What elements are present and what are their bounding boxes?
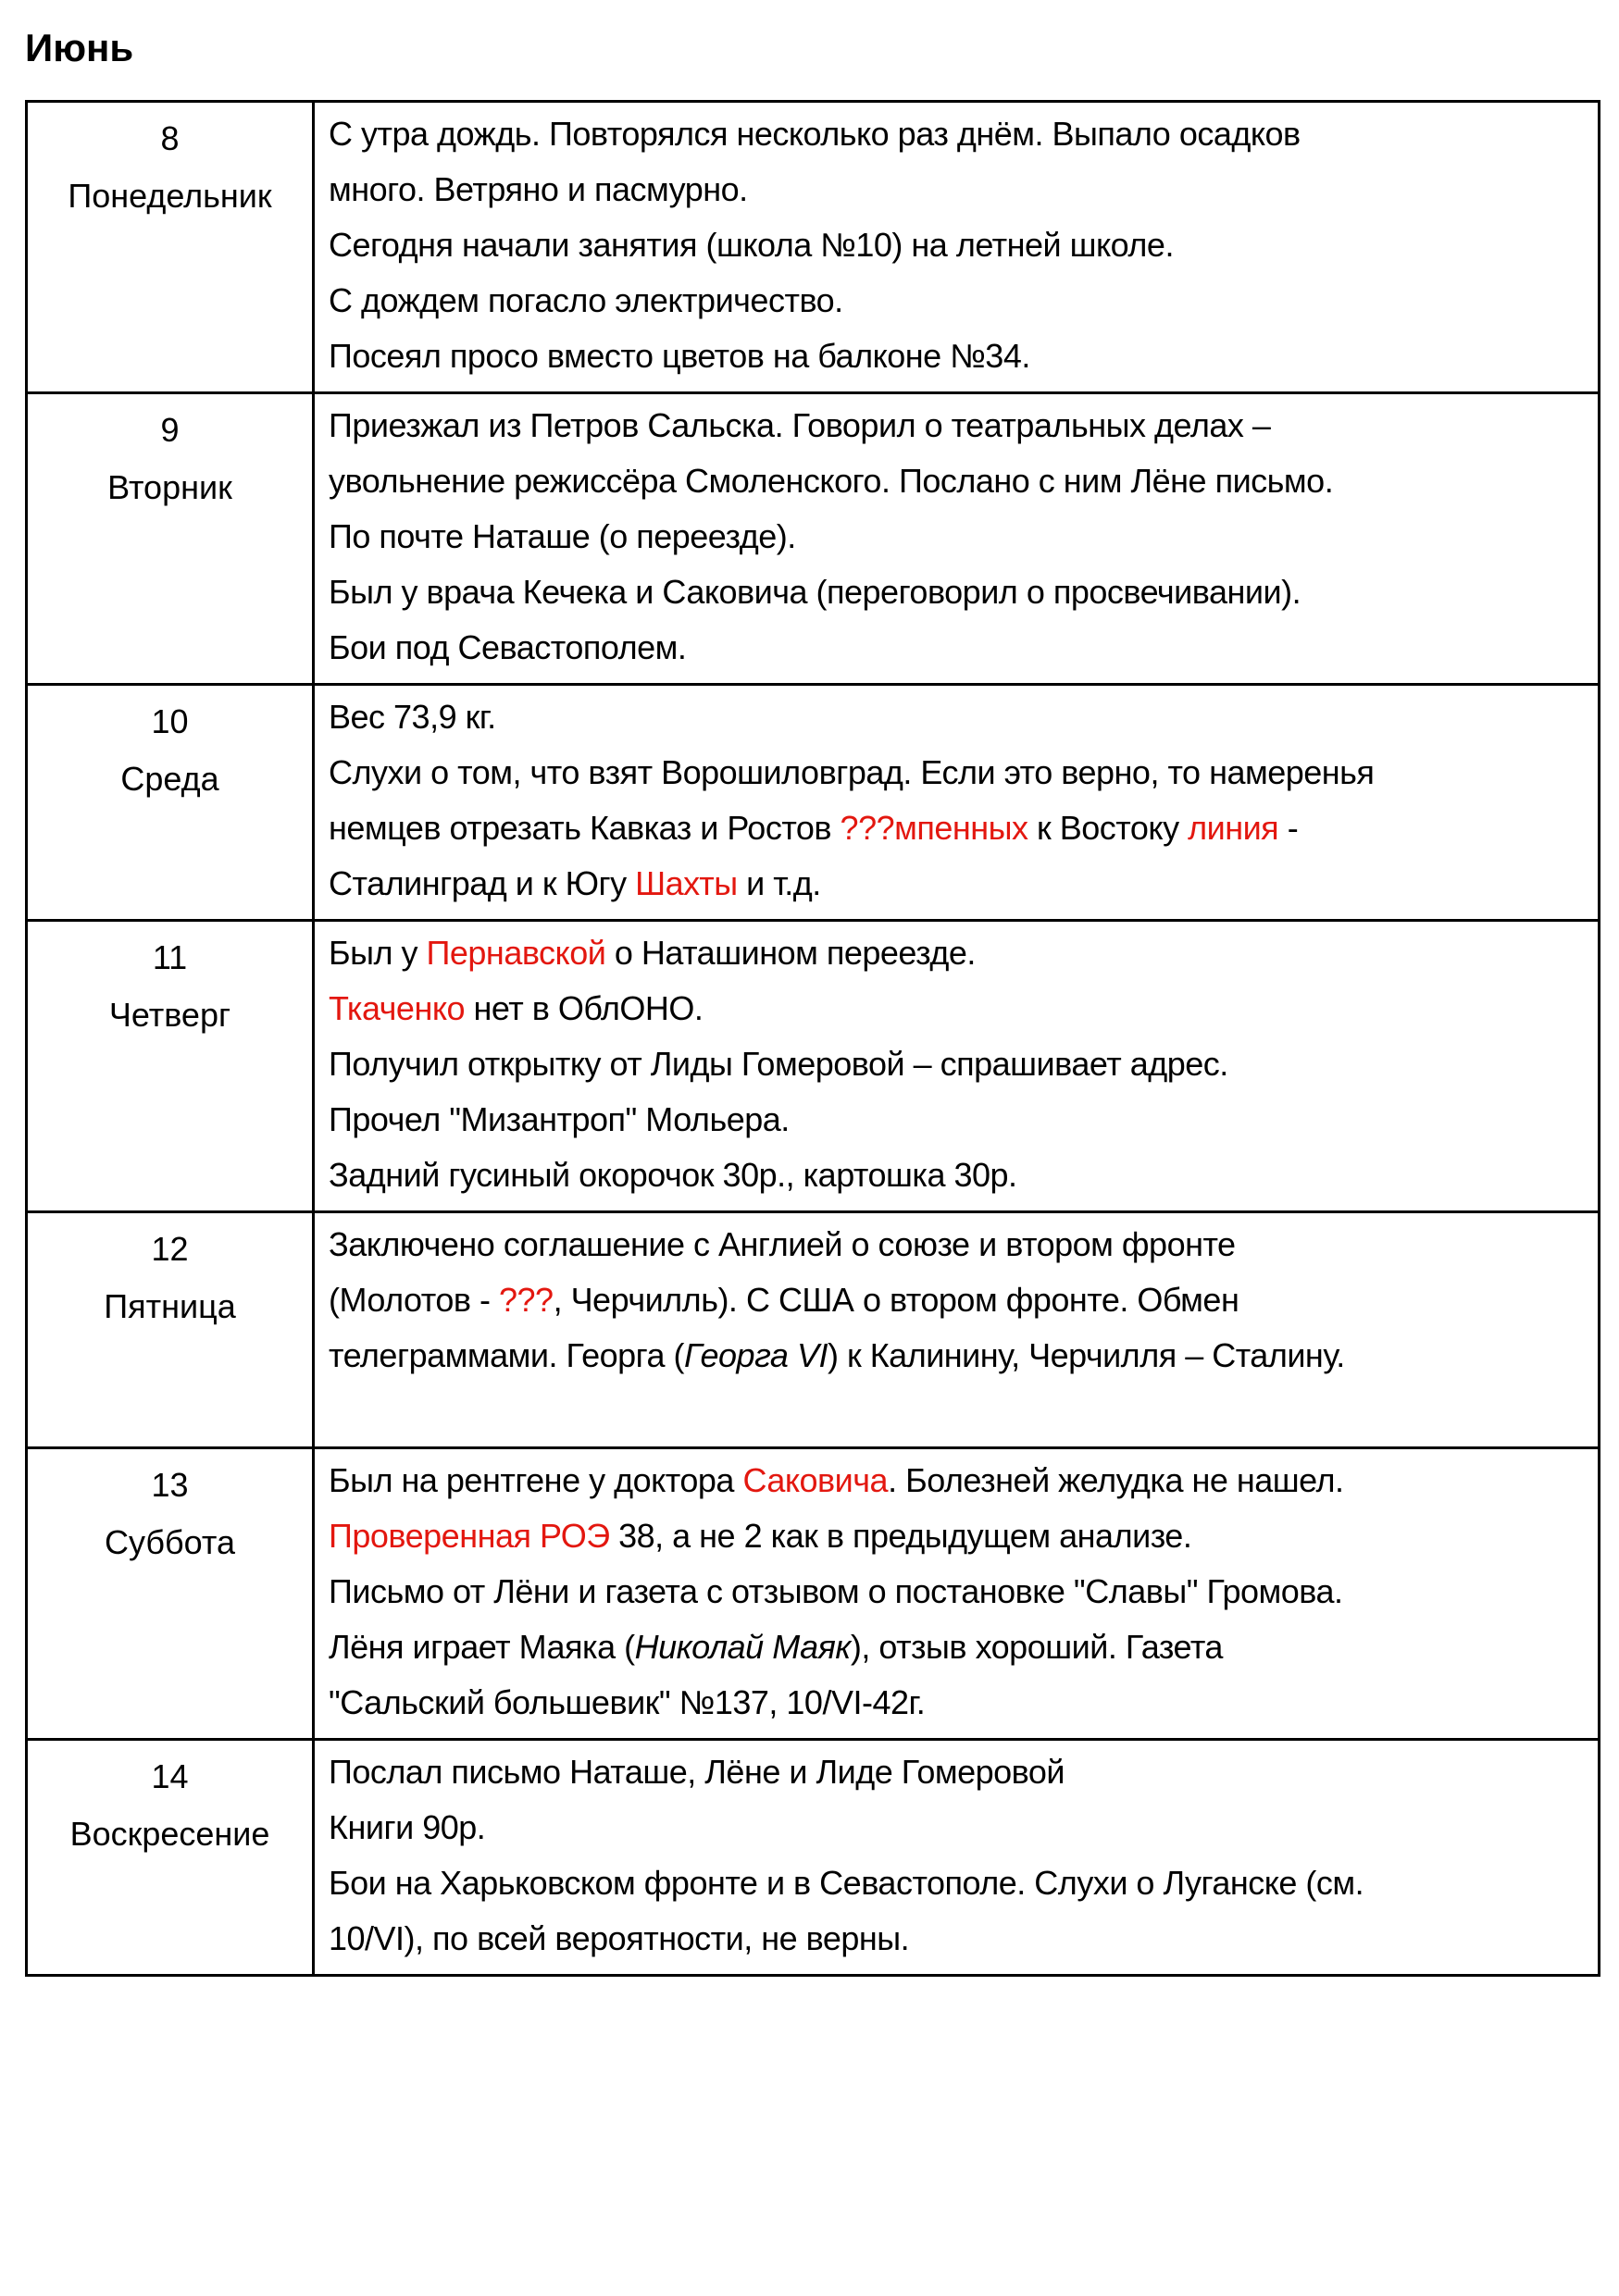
day-name: Пятница xyxy=(104,1287,236,1325)
text-span: телеграммами. Георга ( xyxy=(329,1336,684,1374)
date-number: 9 xyxy=(160,411,180,449)
text-span: увольнение режиссёра Смоленского. Послано с ним Лёне письмо. xyxy=(329,462,1334,500)
table-row xyxy=(27,1740,1600,1976)
text-span: к Востоку xyxy=(1027,809,1189,847)
text-span: Бои под Севастополем. xyxy=(329,628,687,666)
entry-cell xyxy=(314,921,1600,1212)
table-row xyxy=(27,1212,1600,1448)
date-cell xyxy=(27,921,314,1212)
text-span: Письмо от Лёни и газета с отзывом о постановке "Славы" Громова. xyxy=(329,1572,1343,1610)
text-span: Посеял просо вместо цветов на балконе №34. xyxy=(329,337,1030,375)
text-span: Прочел "Мизантроп" Мольера. xyxy=(329,1100,790,1138)
day-name: Четверг xyxy=(108,996,231,1034)
date-number: 12 xyxy=(151,1230,189,1268)
table-row xyxy=(27,921,1600,1212)
text-span: много. Ветряно и пасмурно. xyxy=(329,170,748,208)
entry-line xyxy=(329,745,1588,800)
entry-line xyxy=(329,1620,1588,1675)
entry-line xyxy=(329,981,1588,1036)
entry-line xyxy=(329,1744,1588,1800)
text-span: ) к Калинину, Черчилля – Сталину. xyxy=(827,1336,1345,1374)
date-cell xyxy=(27,1448,314,1740)
entry-line xyxy=(329,925,1588,981)
day-name: Суббота xyxy=(105,1523,235,1561)
entry-line xyxy=(329,1148,1588,1203)
entry-line xyxy=(329,273,1588,329)
entry-line xyxy=(329,856,1588,912)
entry-line xyxy=(329,1384,1588,1439)
text-span: (Молотов - xyxy=(329,1281,499,1319)
entry-line xyxy=(329,162,1588,217)
entry-line xyxy=(329,1855,1588,1911)
date-cell xyxy=(27,1212,314,1448)
text-span: немцев отрезать Кавказ и Ростов xyxy=(329,809,841,847)
day-name: Вторник xyxy=(107,468,232,506)
text-span: Лёня играет Маяка ( xyxy=(329,1628,635,1666)
italic-text: Георга VI xyxy=(684,1336,828,1374)
text-span: Был у xyxy=(329,934,427,972)
red-text: Пернавской xyxy=(426,934,606,972)
text-span: С дождем погасло электричество. xyxy=(329,281,843,319)
text-span: и т.д. xyxy=(737,864,821,902)
page-title: Июнь xyxy=(25,26,134,69)
text-span: Был у врача Кечека и Саковича (переговорил о просвечивании). xyxy=(329,573,1301,611)
text-span: Послал письмо Наташе, Лёне и Лиде Гомеровой xyxy=(329,1753,1065,1791)
entry-line xyxy=(329,689,1588,745)
text-span: ), отзыв хороший. Газета xyxy=(850,1628,1223,1666)
table-row xyxy=(27,685,1600,921)
text-span: Был на рентгене у доктора xyxy=(329,1461,743,1499)
text-span: Задний гусиный окорочок 30р., картошка 30р. xyxy=(329,1156,1017,1194)
entry-line xyxy=(329,1036,1588,1092)
day-name: Воскресение xyxy=(69,1815,270,1853)
text-span: По почте Наташе (о переезде). xyxy=(329,517,796,555)
date-number: 13 xyxy=(151,1466,189,1504)
date-number: 8 xyxy=(160,119,180,157)
entry-cell xyxy=(314,1448,1600,1740)
text-span: Вес 73,9 кг. xyxy=(329,698,496,736)
entry-line xyxy=(329,565,1588,620)
text-span: Приезжал из Петров Сальска. Говорил о театральных делах – xyxy=(329,406,1271,444)
date-cell xyxy=(27,102,314,393)
entry-line xyxy=(329,509,1588,565)
text-span: Слухи о том, что взят Ворошиловград. Если это верно, то намеренья xyxy=(329,753,1375,791)
text-span: Сегодня начали занятия (школа №10) на летней школе. xyxy=(329,226,1174,264)
text-span: , Черчилль). С США о втором фронте. Обмен xyxy=(553,1281,1239,1319)
entry-cell xyxy=(314,102,1600,393)
text-span: Бои на Харьковском фронте и в Севастополе. Слухи о Луганске (см. xyxy=(329,1864,1364,1902)
entry-line xyxy=(329,800,1588,856)
text-span: нет в ОблОНО. xyxy=(465,989,704,1027)
entry-line xyxy=(329,1564,1588,1620)
diary-table-body xyxy=(27,102,1600,1976)
entry-cell xyxy=(314,685,1600,921)
text-span: Книги 90р. xyxy=(329,1808,486,1846)
red-text: Саковича xyxy=(742,1461,889,1499)
date-number: 11 xyxy=(152,938,188,976)
entry-line xyxy=(329,1675,1588,1731)
entry-line xyxy=(329,217,1588,273)
date-number: 14 xyxy=(151,1757,189,1795)
table-row xyxy=(27,393,1600,685)
entry-line xyxy=(329,329,1588,384)
text-span: Сталинград и к Югу xyxy=(329,864,636,902)
text-span: - xyxy=(1278,809,1299,847)
entry-line xyxy=(329,453,1588,509)
date-cell xyxy=(27,685,314,921)
entry-line xyxy=(329,1453,1588,1508)
red-text: ???мпенных xyxy=(840,809,1028,847)
day-name: Среда xyxy=(120,760,219,798)
entry-line xyxy=(329,1217,1588,1272)
table-row xyxy=(27,1448,1600,1740)
entry-line xyxy=(329,398,1588,453)
entry-line xyxy=(329,106,1588,162)
entry-line xyxy=(329,1911,1588,1967)
entry-line xyxy=(329,1272,1588,1328)
table-row xyxy=(27,102,1600,393)
day-name: Понедельник xyxy=(68,177,272,215)
text-span: Заключено соглашение с Англией о союзе и втором фронте xyxy=(329,1225,1236,1263)
red-text: Ткаченко xyxy=(329,989,466,1027)
entry-line xyxy=(329,620,1588,676)
entry-line xyxy=(329,1092,1588,1148)
red-text: Шахты xyxy=(635,864,738,902)
date-cell xyxy=(27,393,314,685)
text-span: 38, а не 2 как в предыдущем анализе. xyxy=(609,1517,1192,1555)
text-span: С утра дождь. Повторялся несколько раз днём. Выпало осадков xyxy=(329,115,1301,153)
red-text: ??? xyxy=(498,1281,554,1319)
red-text: линия xyxy=(1188,809,1279,847)
text-span: 10/VI), по всей вероятности, не верны. xyxy=(329,1919,910,1957)
entry-cell xyxy=(314,393,1600,685)
date-number: 10 xyxy=(151,702,189,740)
entry-cell xyxy=(314,1740,1600,1976)
diary-table xyxy=(25,100,1600,1977)
entry-line xyxy=(329,1800,1588,1855)
red-text: Проверенная РОЭ xyxy=(329,1517,610,1555)
text-span: Получил открытку от Лиды Гомеровой – спрашивает адрес. xyxy=(329,1045,1228,1083)
entry-line xyxy=(329,1508,1588,1564)
text-span: "Сальский большевик" №137, 10/VI-42г. xyxy=(329,1683,926,1721)
italic-text: Николай Маяк xyxy=(634,1628,851,1666)
date-cell xyxy=(27,1740,314,1976)
entry-line xyxy=(329,1328,1588,1384)
text-span: о Наташином переезде. xyxy=(605,934,976,972)
text-span: . Болезней желудка не нашел. xyxy=(888,1461,1344,1499)
entry-cell xyxy=(314,1212,1600,1448)
